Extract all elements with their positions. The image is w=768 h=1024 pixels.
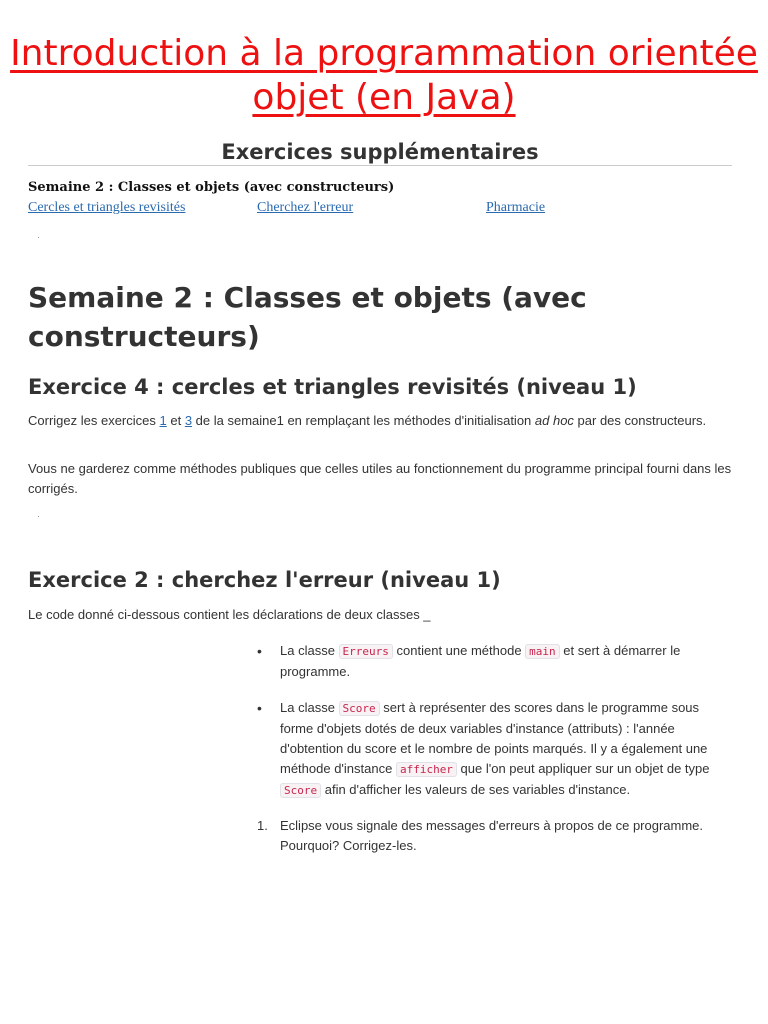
exercise4-title: Exercice 4 : cercles et triangles revisités (niveau 1) [28,375,637,399]
text-span: La classe [280,643,339,658]
text-span: La classe [280,700,339,715]
anchor-dot [38,237,39,238]
toc-heading: Semaine 2 : Classes et objets (avec constructeurs) [28,180,395,195]
toc-link-cercles-triangles[interactable]: Cercles et triangles revisités [28,200,186,215]
numbered-marker: 1. [257,818,268,833]
exercise4-paragraph-1 [28,411,740,431]
bullet-marker: • [257,700,262,716]
toc-link-cherchez-erreur[interactable]: Cherchez l'erreur [257,200,354,215]
exercise-3-link[interactable]: 3 [184,413,193,428]
text-span: et sert à démarrer le programme. [280,643,681,679]
exercise-1-link[interactable]: 1 [159,413,167,428]
bullet-item-erreurs [280,641,730,682]
code-main: main [525,644,560,659]
code-score: Score [339,701,380,716]
code-erreurs: Erreurs [339,644,393,659]
exercise2-intro: Le code donné ci-dessous contient les déclarations de deux classes _ [28,607,431,622]
exercise2-title: Exercice 2 : cherchez l'erreur (niveau 1) [28,568,501,592]
title-divider [28,165,732,166]
document-title: Introduction à la programmation orientée objet (en Java) [10,33,758,118]
text-span: Corrigez les exercices [28,413,160,428]
document-subtitle: Exercices supplémentaires [221,140,539,164]
text-span: et [166,413,185,428]
section-title: Semaine 2 : Classes et objets (avec constructeurs) [28,281,587,353]
emphasis-text: ad hoc [534,413,574,428]
bullet-item-score [280,698,730,801]
code-score: Score [280,783,321,798]
anchor-dot [38,516,39,517]
numbered-item-eclipse: Eclipse vous signale des messages d'erreurs à propos de ce programme. Pourquoi? Corrigez-les. [280,818,704,853]
text-span: afin d'afficher les valeurs de ses variables d'instance. [321,782,631,797]
text-span: sert à représenter des scores dans le programme sous forme d'objets dotés de deux variables d'instance (attributs) : l'année d'obtention du score et le nombre de points marqués. Il y a également une méthode d'instance [280,700,708,776]
text-span: contient une méthode [392,643,526,658]
bullet-marker: • [257,643,262,659]
text-span: que l'on peut appliquer sur un objet de type [456,761,710,776]
code-afficher: afficher [396,762,457,777]
text-span: par des constructeurs. [573,413,707,428]
text-span: de la semaine1 en remplaçant les méthodes d'initialisation [192,413,535,428]
exercise4-paragraph-2: Vous ne garderez comme méthodes publiques que celles utiles au fonctionnement du programme principal fourni dans les corrigés. [28,461,732,496]
toc-link-pharmacie[interactable]: Pharmacie [486,200,546,215]
